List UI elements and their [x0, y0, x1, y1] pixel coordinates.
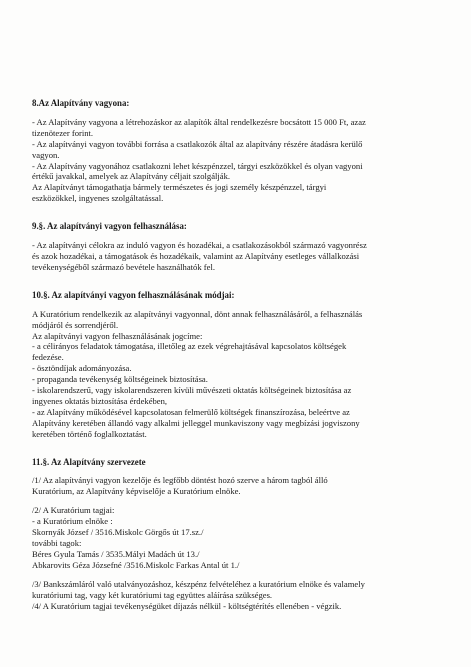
section-heading: 8.Az Alapítvány vagyona:: [32, 98, 130, 108]
text-line: Béres Gyula Tamás / 3535.Mályi Madách út 13./: [32, 548, 200, 559]
text-line: - ösztöndíjak adományozása.: [32, 363, 132, 374]
text-line: Alapítvány keretében állandó vagy alkalmi jelleggel munkaviszony vagy megbízási jogviszony: [32, 417, 360, 428]
text-line: /2/ A Kuratórium tagjai:: [32, 505, 115, 516]
text-line: - a célirányos feladatok támogatása, illetőleg az ezek végrehajtásával kapcsolatos költségek: [32, 341, 347, 352]
section-8: [32, 98, 444, 204]
section-10: [32, 290, 444, 440]
text-line: - propaganda tevékenység költségeinek biztosítása.: [32, 374, 208, 385]
document-body: [32, 98, 444, 628]
text-line: értékű javakkal, amelyek az Alapítvány céljait szolgálják.: [32, 171, 231, 182]
text-line: /4/ A Kuratórium tagjai tevékenységüket díjazás nélkül - költségtérítés ellenében - végzik.: [32, 600, 342, 611]
text-line: A Kuratórium rendelkezik az alapítványi vagyonnal, dönt annak felhasználásáról, a felhasználás: [32, 308, 363, 319]
text-line: - a Kuratórium elnöke :: [32, 516, 113, 527]
text-line: Az alapítványi vagyon felhasználásának jogcíme:: [32, 330, 203, 341]
section-9: [32, 221, 444, 273]
text-line: tizenötezer forint.: [32, 127, 94, 138]
text-line: - Az Alapítvány vagyonához csatlakozni lehet készpénzzel, tárgyi eszközökkel és olyan vagyoni: [32, 160, 363, 171]
text-line: és azok hozadékai, a támogatások és hozadékaik, valamint az Alapítvány esetleges vállalkozási: [32, 250, 360, 261]
section-heading: 10.§. Az alapítványi vagyon felhasználásának módjai:: [32, 289, 235, 300]
text-line: Skornyák József / 3516.Miskolc Görgős út 17.sz./: [32, 527, 204, 538]
text-line: - Az alapítványi vagyon további forrása a csatlakozók által az alapítvány részére átadásra kerülő: [32, 138, 363, 149]
text-line: további tagok:: [32, 538, 82, 548]
text-line: ingyenes oktatás biztosítása érdekében,: [32, 395, 168, 406]
text-line: - iskolarendszerű, vagy iskolarendszeren kívüli művészeti oktatás költségeinek biztosítása az: [32, 385, 352, 396]
text-line: /1/ Az alapítványi vagyon kezelője és legfőbb döntést hozó szerve a három tagból álló: [32, 475, 328, 486]
section-heading: 9.§. Az alapítványi vagyon felhasználása:: [32, 221, 187, 232]
text-line: - az Alapítvány működésével kapcsolatosan felmerülő költségek finanszírozása, beleértve az: [32, 406, 350, 417]
text-line: fedezése.: [32, 352, 64, 363]
spacer: [32, 497, 444, 505]
section-11: [32, 457, 444, 612]
text-line: Az Alapítványt támogathatja bármely természetes és jogi személy készpénzzel, tárgyi: [32, 182, 327, 193]
text-line: Kuratórium, az Alapítvány képviselője a Kuratórium elnöke.: [32, 486, 241, 497]
text-line: /3/ Bankszámláról való utalványozáshoz, készpénz felvételéhez a kuratórium elnöke és valamely: [32, 578, 365, 589]
text-line: keretében történő foglalkoztatást.: [32, 428, 147, 439]
text-line: - Az Alapítvány vagyona a létrehozáskor az alapítók által rendelkezésre bocsátott 15 000 Ft, azaz: [32, 116, 366, 127]
section-heading: 11.§. Az Alapítvány szervezete: [32, 456, 146, 467]
text-line: eszközökkel, ingyenes szolgáltatással.: [32, 193, 164, 204]
text-line: kuratóriumi tag, vagy két kuratóriumi tag együttes aláírása szükséges.: [32, 589, 273, 600]
text-line: - Az alapítványi célokra az induló vagyon és hozadékai, a csatlakozásokból származó vagyonrész: [32, 240, 367, 251]
text-line: tevékenységéből származó bevétele használhatók fel.: [32, 261, 216, 272]
text-line: Abkarovits Géza Józsefné /3516.Miskolc Farkas Antal út 1./: [32, 559, 240, 570]
spacer: [32, 571, 444, 579]
text-line: módjáról és sorrendjéről.: [32, 319, 119, 330]
text-line: vagyon.: [32, 149, 60, 160]
